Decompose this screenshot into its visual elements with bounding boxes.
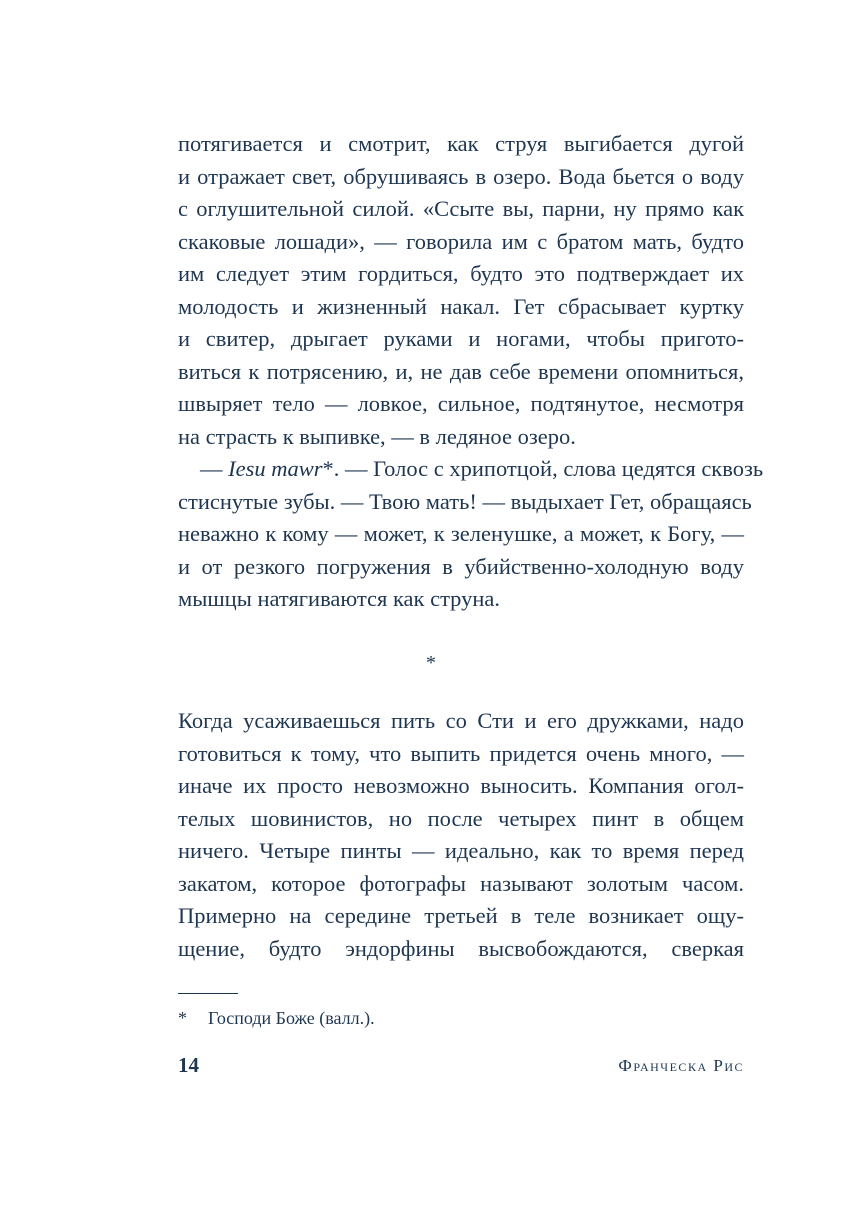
text-line xyxy=(200,453,764,486)
text-line: и от резкого погружения в убийственно-холодную воду xyxy=(178,553,744,579)
section-separator: * xyxy=(426,652,436,674)
text-line: закатом, которое фотографы называют золотым часом. xyxy=(178,870,744,896)
footnote xyxy=(178,1006,375,1030)
text-line: с оглушительной силой. «Ссыте вы, парни, ну прямо как xyxy=(178,196,744,221)
text-line: мышцы натягиваются как струна. xyxy=(178,586,501,611)
text-line: готовиться к тому, что выпить придется очень много, — xyxy=(178,740,744,766)
running-footer-author: Франческа Рис xyxy=(618,1056,744,1075)
text-line: на страсть к выпивке, — в ледяное озеро. xyxy=(178,423,576,449)
text-line: ничего. Четыре пинты — идеально, как то время перед xyxy=(178,838,744,863)
footnote-mark: * xyxy=(178,1008,187,1028)
footnote-text: Господи Боже (валл.). xyxy=(208,1008,375,1028)
page-number: 14 xyxy=(178,1053,199,1077)
footnote-rule xyxy=(178,993,238,994)
text-line: и отражает свет, обрушиваясь в озеро. Вода бьется о воду xyxy=(178,163,744,189)
welsh-phrase: Iesu mawr xyxy=(228,456,323,481)
text-line: стиснутые зубы. — Твою мать! — выдыхает Гет, обращаясь xyxy=(178,488,752,514)
text-line: Когда усаживаешься пить со Сти и его дружками, надо xyxy=(178,708,744,733)
text-line: скаковые лошади», — говорила им с братом мать, будто xyxy=(178,228,744,254)
text-line: виться к потрясению, и, не дав себе времени опомниться, xyxy=(178,358,744,384)
dash: — xyxy=(200,456,229,481)
text-line: молодость и жизненный накал. Гет сбрасывает куртку xyxy=(178,293,744,319)
text-line: телых шовинистов, но после четырех пинт в общем xyxy=(178,805,744,831)
text-line: Примерно на середине третьей в теле возникает ощу- xyxy=(178,903,744,928)
text-line: им следует этим гордиться, будто это подтверждает их xyxy=(178,261,744,286)
text-line: щение, будто эндорфины высвобождаются, сверкая xyxy=(178,935,744,961)
text-line: швыряет тело — ловкое, сильное, подтянутое, несмотря xyxy=(178,391,744,416)
text-rest: *. — Голос с хрипотцой, слова цедятся сквозь xyxy=(322,456,764,481)
text-line: иначе их просто невозможно выносить. Компания огол- xyxy=(178,773,744,798)
text-line: потягивается и смотрит, как струя выгибается дугой xyxy=(178,131,744,156)
text-line: неважно к кому — может, к зеленушке, а может, к Богу, — xyxy=(178,521,744,546)
text-line: и свитер, дрыгает руками и ногами, чтобы пригото- xyxy=(178,326,744,351)
